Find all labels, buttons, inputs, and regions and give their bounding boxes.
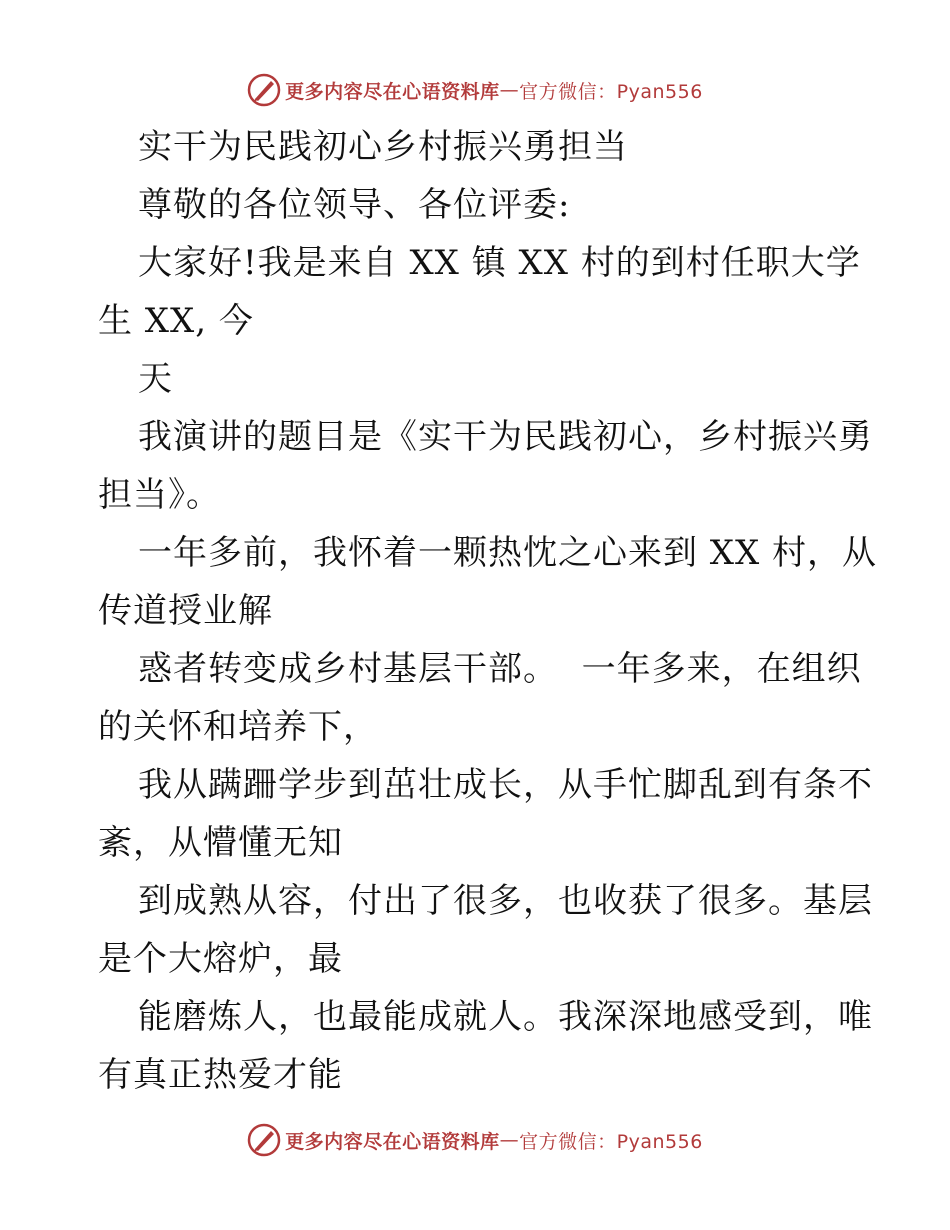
doc-line: 是个大熔炉，最 xyxy=(98,939,343,979)
doc-salutation: 尊敬的各位领导、各位评委: xyxy=(138,185,571,225)
doc-line: 我从蹒跚学步到茁壮成长，从手忙脚乱到有条不 xyxy=(138,765,873,805)
doc-line: 的关怀和培养下， xyxy=(98,707,378,747)
document-body xyxy=(98,118,878,1104)
quill-pen-logo-icon xyxy=(247,1123,281,1157)
doc-line: 我演讲的题目是《实干为民践初心，乡村振兴勇 xyxy=(138,417,873,457)
banner-separator: — xyxy=(499,1129,520,1151)
doc-line: 紊，从懵懂无知 xyxy=(98,823,343,863)
doc-line: 担当》。 xyxy=(98,475,221,515)
doc-line: 惑者转变成乡村基层干部。 一年多来，在组织 xyxy=(138,649,862,689)
banner-contact: 官方微信：Pyan556 xyxy=(519,1130,703,1153)
doc-line: 大家好!我是来自 XX 镇 XX 村的到村任职大学 xyxy=(138,243,861,283)
banner-separator: — xyxy=(499,79,520,101)
banner-contact: 官方微信：Pyan556 xyxy=(519,80,703,103)
banner-title: 更多内容尽在心语资料库 xyxy=(285,1130,500,1153)
footer-banner xyxy=(0,1120,950,1160)
doc-line: 传道授业解 xyxy=(98,591,273,631)
doc-line: 能磨炼人，也最能成就人。我深深地感受到，唯 xyxy=(138,997,873,1037)
doc-title: 实干为民践初心乡村振兴勇担当 xyxy=(138,127,628,167)
doc-line: 一年多前，我怀着一颗热忱之心来到 XX 村，从 xyxy=(138,533,878,573)
doc-line: 到成熟从容，付出了很多，也收获了很多。基层 xyxy=(138,881,873,921)
quill-pen-logo-icon xyxy=(247,73,281,107)
doc-line: 有真正热爱才能 xyxy=(98,1055,343,1095)
doc-line: 生 XX, 今 xyxy=(98,301,254,341)
doc-line: 天 xyxy=(138,359,173,399)
banner-title: 更多内容尽在心语资料库 xyxy=(285,80,500,103)
header-banner xyxy=(0,70,950,110)
